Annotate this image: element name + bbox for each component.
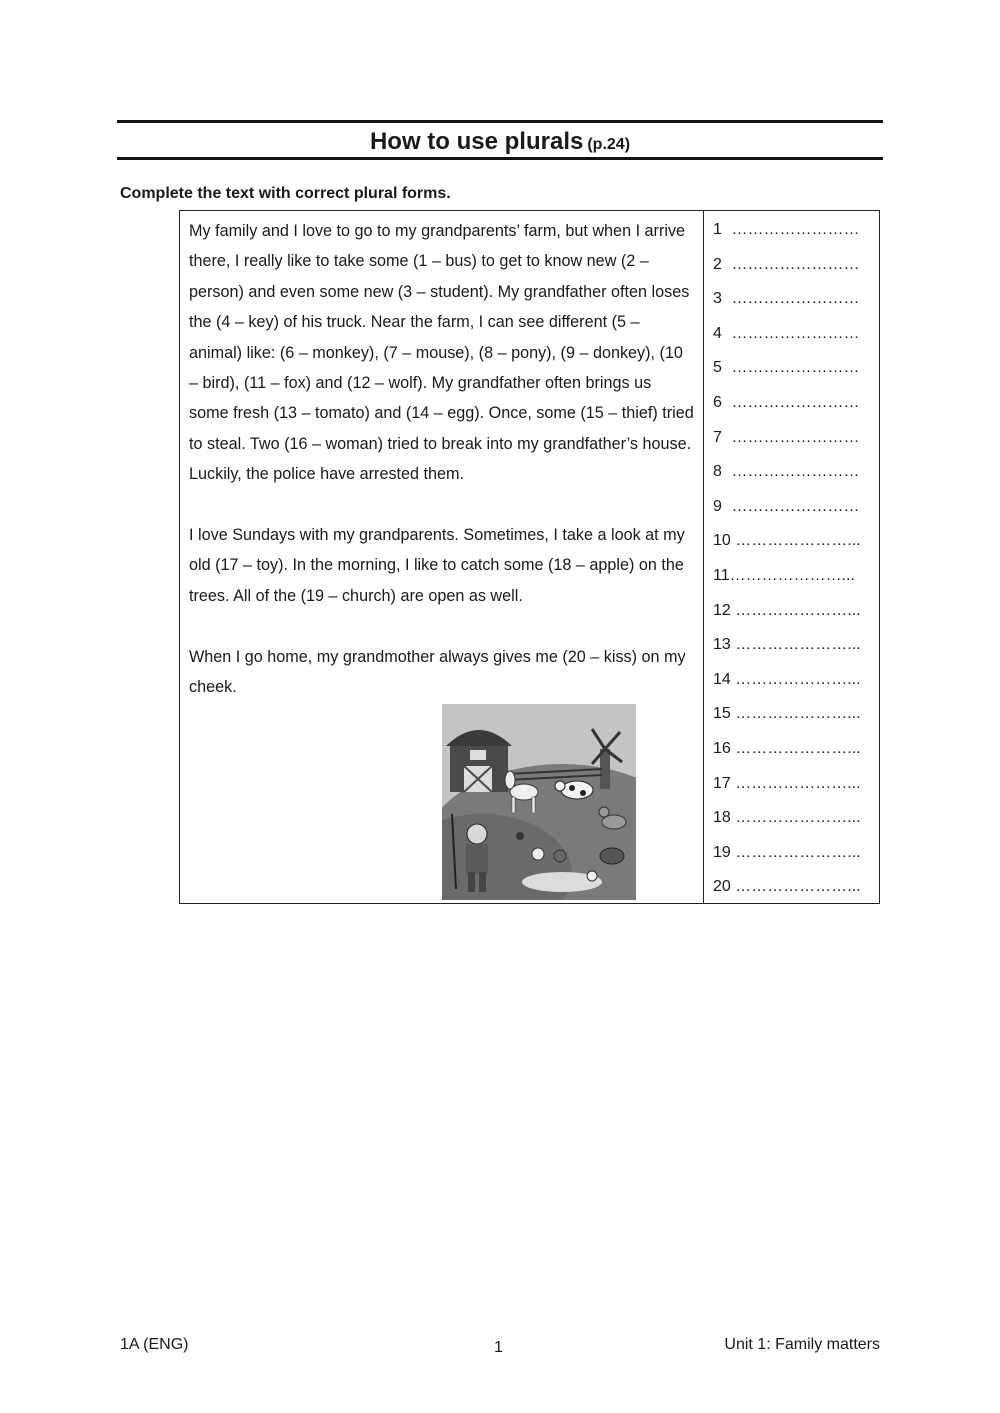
answer-line-4[interactable] <box>713 322 879 357</box>
answer-number: 12 <box>713 601 731 619</box>
answer-number: 4 <box>713 324 722 342</box>
passage-paragraph-3: When I go home, my grandmother always gives me (20 – kiss) on my cheek. <box>189 647 686 697</box>
answer-line-19[interactable] <box>713 841 879 876</box>
answer-line-17[interactable] <box>713 772 879 807</box>
answer-number: 19 <box>713 843 731 861</box>
answer-line-13[interactable] <box>713 633 879 668</box>
answer-line-20[interactable] <box>713 875 879 910</box>
answer-blank[interactable]: …………………... <box>730 843 861 861</box>
answer-line-10[interactable] <box>713 529 879 564</box>
answer-line-3[interactable] <box>713 287 879 322</box>
answer-line-16[interactable] <box>713 737 879 772</box>
answer-line-14[interactable] <box>713 668 879 703</box>
answer-blank[interactable]: …………………... <box>730 774 861 792</box>
answer-line-6[interactable] <box>713 391 879 426</box>
answer-blank[interactable]: …………………… <box>727 324 860 342</box>
answer-line-7[interactable] <box>713 426 879 461</box>
answer-blank[interactable]: …………………... <box>730 601 861 619</box>
title-page-ref: (p.24) <box>587 136 631 153</box>
answer-line-9[interactable] <box>713 495 879 530</box>
answer-blank[interactable]: …………………... <box>730 705 861 723</box>
passage-column <box>180 211 704 903</box>
answer-blank[interactable]: …………………... <box>730 739 861 757</box>
answer-number: 9 <box>713 497 722 515</box>
answer-line-11[interactable] <box>713 564 879 599</box>
answer-number: 15 <box>713 705 731 723</box>
title-main: How to use plurals <box>369 128 584 155</box>
answer-number: 18 <box>713 809 731 827</box>
answer-blank[interactable]: …………………… <box>727 255 860 273</box>
exercise-table <box>179 210 880 904</box>
answer-line-5[interactable] <box>713 356 879 391</box>
answer-line-12[interactable] <box>713 599 879 634</box>
answer-number: 6 <box>713 393 722 411</box>
answer-blank[interactable]: …………………… <box>727 359 860 377</box>
answer-number: 16 <box>713 739 731 757</box>
answer-number: 1 <box>713 221 722 238</box>
passage-paragraph-2: I love Sundays with my grandparents. Sometimes, I take a look at my old (17 – toy). In the morning, I like to catch some (18 – apple) on the trees. All of the (19 – church) are open as well. <box>189 526 685 605</box>
answer-blank[interactable]: …………………… <box>727 221 860 238</box>
answer-line-8[interactable] <box>713 460 879 495</box>
answers-column <box>704 211 879 903</box>
answer-number: 13 <box>713 636 731 654</box>
answer-blank[interactable]: …………………… <box>727 290 860 308</box>
answer-blank[interactable]: …………………... <box>730 636 861 654</box>
answer-blank[interactable]: …………………... <box>730 809 861 827</box>
footer-course: 1A (ENG) <box>120 1336 189 1353</box>
answer-blank[interactable]: …………………... <box>730 878 861 896</box>
answer-blank[interactable]: …………………… <box>727 463 860 481</box>
answer-number: 2 <box>713 255 722 273</box>
answer-line-1[interactable] <box>713 218 879 253</box>
instruction: Complete the text with correct plural forms. <box>120 185 451 202</box>
answer-blank[interactable]: …………………… <box>727 497 860 515</box>
passage-paragraph-1: My family and I love to go to my grandparents’ farm, but when I arrive there, I really like to take some (1 – bus) to get to know new (2 – person) and even some new (3 – student). My grandfather often loses the (4 – key) of his truck. Near the farm, I can see different (5 – animal) like: (6 – monkey), (7 – mouse), (8 – pony), (9 – donkey), (10 – bird), (11 – fox) and (12 – wolf). My grandfather often brings us some fresh (13 – tomato) and (14 – egg). Once, some (15 – thief) tried to steal. Two (16 – woman) tried to break into my grandfather’s house. Luckily, the police have arrested them. <box>189 222 694 484</box>
page-title <box>370 128 630 156</box>
answer-number: 14 <box>713 670 731 688</box>
answer-number: 3 <box>713 290 722 308</box>
farm-illustration <box>442 704 636 900</box>
answer-number: 20 <box>713 878 731 896</box>
answer-line-2[interactable] <box>713 253 879 288</box>
answer-blank[interactable]: …………………... <box>730 670 861 688</box>
answer-number: 7 <box>713 428 722 446</box>
answer-number: 5 <box>713 359 722 377</box>
answer-number: 10 <box>713 532 731 550</box>
answer-blank[interactable]: …………………... <box>729 566 855 584</box>
answer-line-15[interactable] <box>713 702 879 737</box>
answer-number: 11 <box>713 566 730 584</box>
answer-blank[interactable]: …………………... <box>730 532 861 550</box>
footer-unit: Unit 1: Family matters <box>724 1336 880 1353</box>
answer-number: 17 <box>713 774 731 792</box>
title-band <box>117 120 883 160</box>
footer-page-number: 1 <box>494 1339 503 1356</box>
answer-number: 8 <box>713 463 722 481</box>
answer-line-18[interactable] <box>713 806 879 841</box>
answer-blank[interactable]: …………………… <box>727 428 860 446</box>
answer-blank[interactable]: …………………… <box>727 393 860 411</box>
